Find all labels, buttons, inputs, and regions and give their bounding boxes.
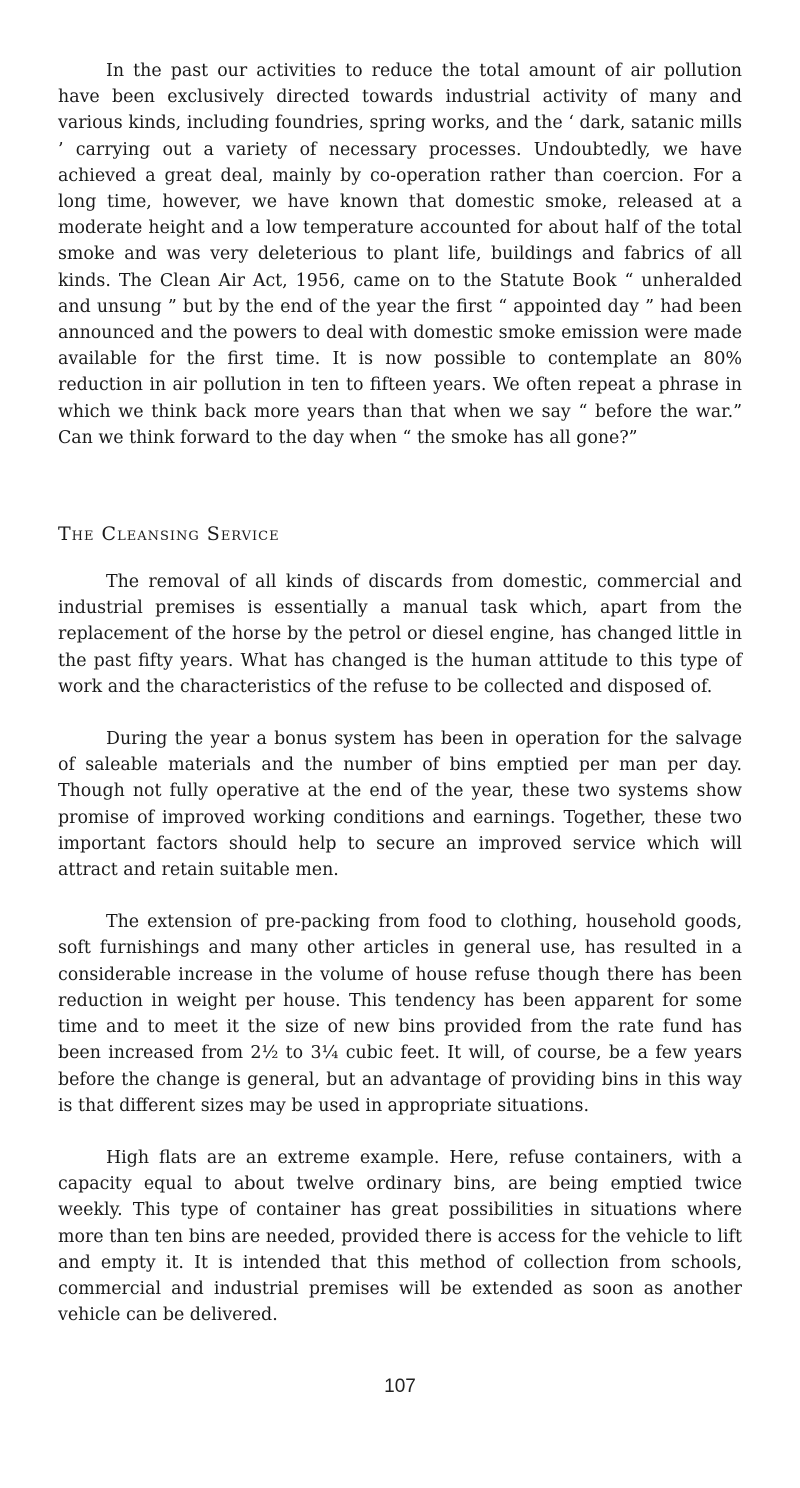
document-page [58,58,742,1328]
paragraph-cleansing-2: During the year a bonus system has been in operation for the salvage of saleable materials and the number of bins emptied per man per day. Though not fully operative at the end of the year, these two systems show promise of improved working conditions and earnings. Together, these two important factors should help to secure an improved service which will attract and retain suitable men. [58,729,742,881]
paragraph-air-pollution: In the past our activities to reduce the total amount of air pollution have been exclusively directed towards industrial activity of many and various kinds, including foundries, spring works, and the ‘ dark, satanic mills ’ carrying out a variety of necessary processes. Undoubtedly, we have achieved a great deal, mainly by co-operation rather than coercion. For a long time, however, we have known that domestic smoke, released at a moderate height and a low temperature accounted for about half of the total smoke and was very deleterious to plant life, buildings and fabrics of all kinds. The Clean Air Act, 1956, came on to the Statute Book “ unheralded and unsung ” but by the end of the year the first “ appointed day ” had been announced and the powers to deal with domestic smoke emission were made available for the first time. It is now possible to contemplate an 80% reduction in air pollution in ten to fifteen years. We often repeat a phrase in which we think back more years than that when we say “ before the war.” Can we think forward to the day when “ the smoke has all gone?” [58,61,742,448]
paragraph-cleansing-1: The removal of all kinds of discards from domestic, commercial and industrial premises is essentially a manual task which, apart from the replacement of the horse by the petrol or diesel engine, has changed little in the past fifty years. What has changed is the human attitude to this type of work and the characteristics of the refuse to be collected and disposed of. [58,572,742,697]
paragraph-cleansing-4: High flats are an extreme example. Here, refuse containers, with a capacity equal to about twelve ordinary bins, are being emptied twice weekly. This type of container has great possibilities in situations where more than ten bins are needed, provided there is access for the vehicle to lift and empty it. It is intended that this method of collection from schools, commercial and industrial premises will be extended as soon as another vehicle can be delivered. [58,1147,742,1326]
paragraph-cleansing-3: The extension of pre-packing from food to clothing, household goods, soft furnishings and many other articles in general use, has resulted in a considerable increase in the volume of house refuse though there has been reduction in weight per house. This tendency has been apparent for some time and to meet it the size of new bins provided from the rate fund has been increased from 2½ to 3¼ cubic feet. It will, of course, be a few years before the change is general, but an advantage of providing bins in this way is that different sizes may be used in appropriate situations. [58,912,742,1116]
section-heading: The Cleansing Service [58,523,280,546]
page-number: 107 [384,1376,416,1397]
